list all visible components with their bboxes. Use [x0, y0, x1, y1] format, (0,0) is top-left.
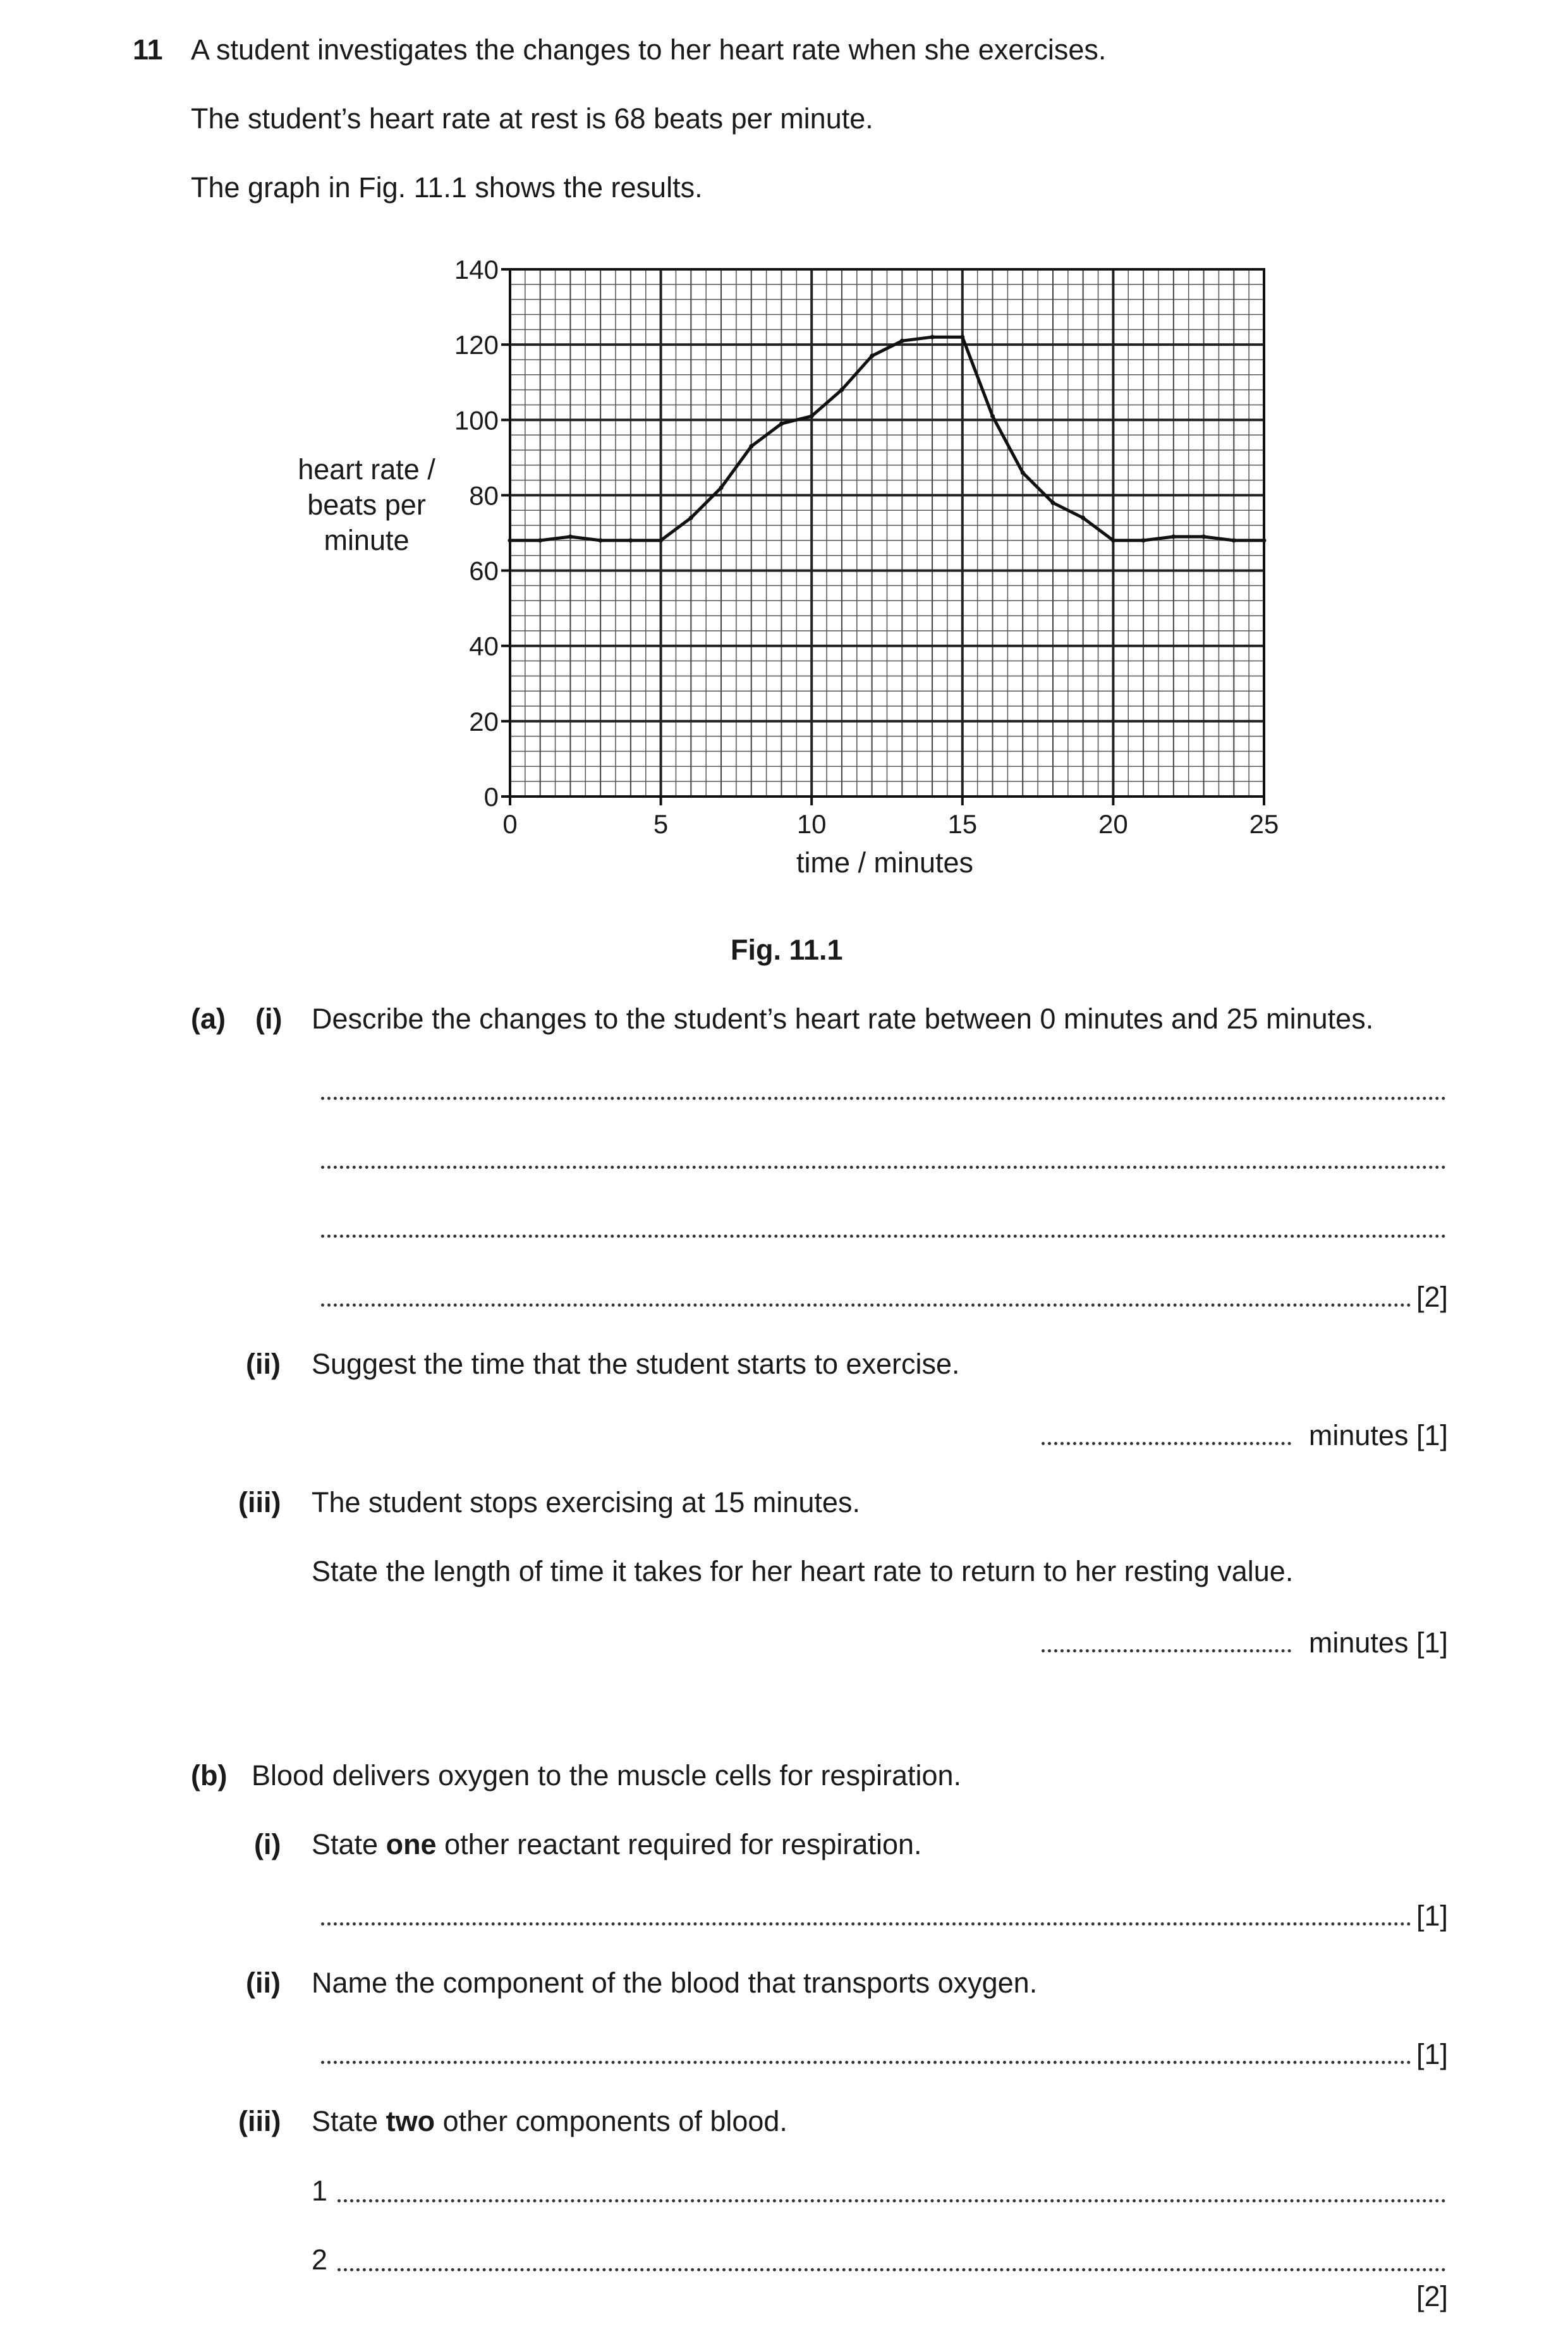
- y-axis-label-line-1: heart rate /: [298, 453, 435, 485]
- answer-line-b-iii-1[interactable]: [337, 2199, 1446, 2202]
- part-b-i-question: [312, 1828, 922, 1861]
- y-axis-label-line-2: beats per: [307, 489, 426, 521]
- part-b-i-text-after: other reactant required for respiration.: [436, 1828, 922, 1860]
- data-point: [900, 339, 904, 343]
- y-tick-label: 100: [454, 405, 499, 436]
- data-point: [839, 388, 844, 392]
- answer-line-b-i[interactable]: [321, 1922, 1411, 1926]
- part-b-ii-question: Name the component of the blood that transports oxygen.: [312, 1967, 1038, 1999]
- part-a-iii-label: (iii): [238, 1486, 281, 1518]
- part-b-i-label: (i): [254, 1828, 281, 1860]
- part-b-stem: Blood delivers oxygen to the muscle cells for respiration.: [252, 1759, 962, 1792]
- part-b-i-text-before: State: [312, 1828, 386, 1860]
- marks-b-ii: [1]: [1416, 2038, 1448, 2070]
- part-b-i-text-emphasis: one: [386, 1828, 437, 1860]
- answer-line-a-i-3[interactable]: [321, 1235, 1446, 1238]
- data-point: [1111, 538, 1115, 542]
- answer-line-b-ii[interactable]: [321, 2061, 1411, 2064]
- x-tick-label: 20: [1098, 809, 1128, 839]
- answer-line-a-i-4[interactable]: [321, 1303, 1411, 1307]
- data-point: [749, 444, 753, 448]
- data-point: [1141, 538, 1146, 542]
- part-a-i-label: (i): [255, 1003, 283, 1035]
- data-point: [1081, 516, 1085, 520]
- data-point: [810, 414, 814, 418]
- data-point: [870, 354, 874, 358]
- stem-line-3: The graph in Fig. 11.1 shows the results.: [191, 171, 703, 204]
- answer-number-2: 2: [312, 2243, 328, 2276]
- marks-a-i: [2]: [1416, 1281, 1448, 1313]
- figure-caption: Fig. 11.1: [731, 934, 843, 966]
- answer-line-b-iii-2[interactable]: [337, 2268, 1446, 2271]
- data-point: [1021, 470, 1025, 475]
- part-a-ii-question: Suggest the time that the student starts to exercise.: [312, 1348, 960, 1380]
- answer-suffix-a-iii: minutes [1]: [1308, 1627, 1448, 1659]
- data-point: [568, 534, 573, 539]
- data-point: [779, 422, 784, 426]
- part-a-ii-label: (ii): [246, 1348, 281, 1380]
- answer-line-a-i-1[interactable]: [321, 1097, 1446, 1100]
- data-point: [689, 516, 693, 520]
- y-tick-label: 40: [469, 631, 499, 661]
- x-axis-label: time / minutes: [796, 846, 974, 879]
- y-tick-label: 20: [469, 706, 499, 736]
- data-point: [960, 335, 964, 339]
- x-tick-label: 25: [1249, 809, 1279, 839]
- data-point: [508, 538, 513, 542]
- y-tick-label: 60: [469, 556, 499, 586]
- data-point: [1262, 538, 1267, 542]
- part-b-iii-text-emphasis: two: [386, 2105, 435, 2137]
- part-a-i-question: Describe the changes to the student’s heart rate between 0 minutes and 25 minutes.: [312, 1003, 1374, 1035]
- x-tick-label: 0: [502, 809, 518, 839]
- answer-number-1: 1: [312, 2175, 328, 2207]
- y-tick-label: 140: [454, 255, 499, 284]
- data-point: [628, 538, 633, 542]
- stem-line-2: The student’s heart rate at rest is 68 beats per minute.: [191, 102, 873, 135]
- data-point: [599, 538, 603, 542]
- x-tick-label: 15: [947, 809, 978, 839]
- data-point: [538, 538, 542, 542]
- data-point: [659, 538, 663, 542]
- part-b-iii-label: (iii): [238, 2105, 281, 2137]
- data-point: [1232, 538, 1236, 542]
- marks-b-i: [1]: [1416, 1900, 1448, 1932]
- y-tick-label: 0: [483, 782, 499, 812]
- part-b-iii-text-after: other components of blood.: [435, 2105, 787, 2137]
- y-tick-label: 80: [469, 480, 499, 511]
- x-tick-label: 5: [653, 809, 669, 839]
- stem-line-1: A student investigates the changes to her heart rate when she exercises.: [191, 34, 1107, 66]
- data-point: [930, 335, 935, 339]
- x-tick-label: 10: [796, 809, 827, 839]
- y-axis-label-line-3: minute: [324, 524, 410, 556]
- answer-line-a-ii[interactable]: [1042, 1442, 1291, 1445]
- y-tick-label: 120: [454, 330, 499, 360]
- data-point: [1050, 501, 1055, 505]
- data-point: [990, 414, 995, 418]
- answer-line-a-iii[interactable]: [1042, 1649, 1291, 1652]
- part-a-label: (a): [191, 1003, 226, 1035]
- part-a-iii-line-2: State the length of time it takes for her heart rate to return to her resting value.: [312, 1555, 1294, 1587]
- data-point: [719, 485, 724, 490]
- question-number: 11: [133, 34, 163, 66]
- part-a-iii-line-1: The student stops exercising at 15 minutes.: [312, 1486, 860, 1518]
- marks-b-iii: [2]: [1416, 2280, 1448, 2312]
- answer-suffix-a-ii: minutes [1]: [1308, 1419, 1448, 1451]
- part-b-label: (b): [191, 1759, 228, 1792]
- data-point: [1201, 534, 1206, 539]
- answer-line-a-i-2[interactable]: [321, 1166, 1446, 1169]
- part-b-iii-text-before: State: [312, 2105, 386, 2137]
- part-b-ii-label: (ii): [246, 1967, 281, 1999]
- part-b-iii-question: [312, 2105, 787, 2138]
- data-point: [1171, 534, 1176, 539]
